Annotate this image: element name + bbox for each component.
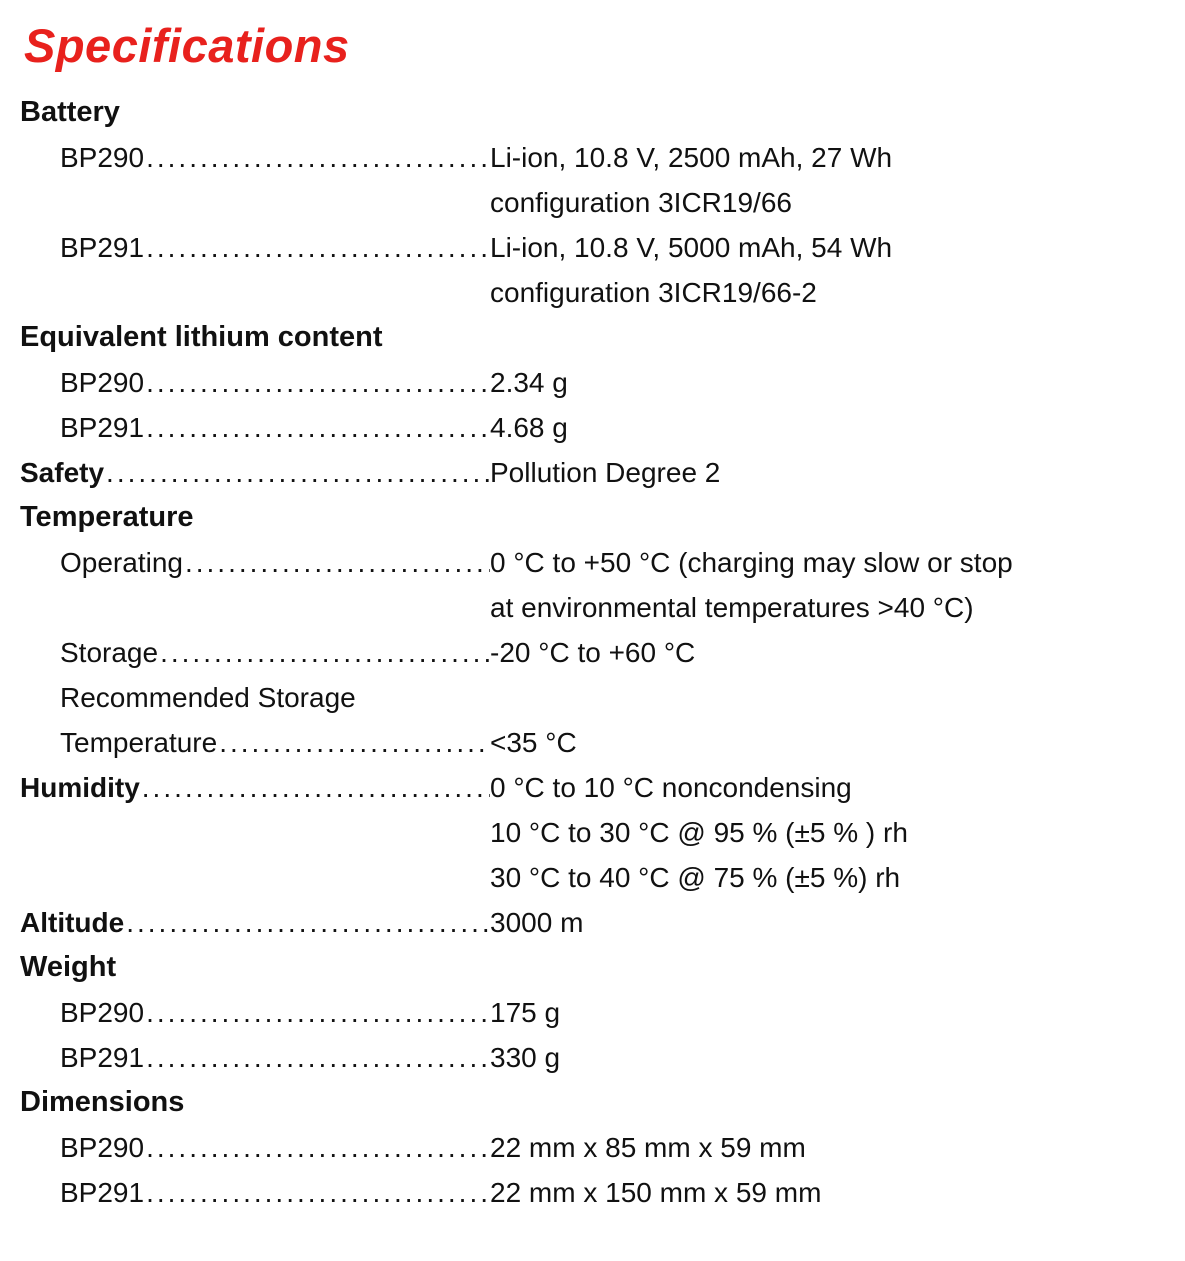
value-line: Li-ion, 10.8 V, 5000 mAh, 54 Wh [490, 231, 893, 263]
spec-label: BP291 [60, 231, 145, 263]
spec-value [490, 540, 1175, 630]
spec-row [20, 540, 1175, 630]
value-line: 10 °C to 30 °C @ 95 % (±5 % ) rh [490, 816, 908, 848]
spec-value [490, 225, 1175, 315]
spec-lead [60, 1170, 490, 1215]
spec-label: BP290 [60, 141, 145, 173]
spec-label: BP291 [60, 411, 145, 443]
spec-row [20, 450, 1175, 495]
spec-value [490, 630, 1175, 675]
spec-row [20, 225, 1175, 315]
spec-value [490, 1170, 1175, 1215]
value-line: 0 °C to 10 °C noncondensing [490, 771, 852, 803]
spec-label: BP291 [60, 1176, 145, 1208]
dot-leader [217, 720, 490, 765]
spec-row [20, 1125, 1175, 1170]
spec-value [490, 765, 1175, 900]
dot-leader [124, 900, 490, 945]
value-line: 330 g [490, 1041, 561, 1073]
spec-label: Altitude [20, 906, 125, 938]
spec-label: BP290 [60, 1131, 145, 1163]
spec-label: Safety [20, 456, 105, 488]
spec-label: BP290 [60, 366, 145, 398]
spec-value [490, 1035, 1175, 1080]
spec-value [490, 135, 1175, 225]
value-line: Pollution Degree 2 [490, 456, 721, 488]
value-line: 2.34 g [490, 366, 568, 398]
spec-lead [60, 1035, 490, 1080]
section-heading: Weight [20, 950, 117, 983]
section-heading: Dimensions [20, 1085, 185, 1118]
spec-row [20, 720, 1175, 765]
section-heading: Equivalent lithium content [20, 320, 383, 353]
spec-lead [60, 630, 490, 675]
dot-leader [144, 360, 490, 405]
spec-lead [20, 900, 490, 945]
spec-value [490, 720, 1175, 765]
dot-leader [144, 405, 490, 450]
value-line: at environmental temperatures >40 °C) [490, 591, 974, 623]
dot-leader [144, 135, 490, 180]
dot-leader [158, 630, 490, 675]
spec-value [490, 450, 1175, 495]
spec-lead [60, 225, 490, 270]
spec-row [20, 1035, 1175, 1080]
spec-row [20, 900, 1175, 945]
dot-leader [104, 450, 490, 495]
spec-label: BP290 [60, 996, 145, 1028]
dot-leader [144, 990, 490, 1035]
spec-value [490, 990, 1175, 1035]
value-line: 30 °C to 40 °C @ 75 % (±5 %) rh [490, 861, 901, 893]
dot-leader [144, 1125, 490, 1170]
spec-lead [60, 720, 490, 765]
spec-row [20, 1170, 1175, 1215]
spec-lead [60, 405, 490, 450]
spec-label: Operating [60, 546, 183, 578]
spec-label: Humidity [20, 771, 140, 803]
spec-row [20, 630, 1175, 675]
spec-lead [20, 450, 490, 495]
spec-label: BP291 [60, 1041, 145, 1073]
dot-leader [183, 540, 490, 585]
spec-row [20, 990, 1175, 1035]
spec-lead [60, 540, 490, 585]
spec-value [490, 360, 1175, 405]
value-line: Li-ion, 10.8 V, 2500 mAh, 27 Wh [490, 141, 893, 173]
spec-row [20, 765, 1175, 900]
spec-lead [60, 360, 490, 405]
spec-value [490, 405, 1175, 450]
value-line: 0 °C to +50 °C (charging may slow or stop [490, 546, 1013, 578]
spec-lead [60, 990, 490, 1035]
spec-row [20, 360, 1175, 405]
value-line: configuration 3ICR19/66-2 [490, 276, 817, 308]
section-heading: Battery [20, 95, 120, 128]
value-line: 4.68 g [490, 411, 568, 443]
spec-value [490, 900, 1175, 945]
spec-label: Temperature [60, 726, 218, 758]
spec-lead [60, 135, 490, 180]
value-line: 22 mm x 85 mm x 59 mm [490, 1131, 806, 1163]
spec-value [490, 1125, 1175, 1170]
spec-lead [60, 1125, 490, 1170]
value-line: <35 °C [490, 726, 577, 758]
dot-leader [144, 1170, 490, 1215]
page-title: Specifications [24, 19, 350, 72]
value-line: 3000 m [490, 906, 584, 938]
plain-label-line: Recommended Storage [60, 681, 356, 713]
dot-leader [140, 765, 490, 810]
value-line: 22 mm x 150 mm x 59 mm [490, 1176, 822, 1208]
dot-leader [144, 225, 490, 270]
spec-row [20, 135, 1175, 225]
spec-row [20, 405, 1175, 450]
spec-label: Storage [60, 636, 159, 668]
section-heading: Temperature [20, 500, 194, 533]
value-line: configuration 3ICR19/66 [490, 186, 792, 218]
value-line: -20 °C to +60 °C [490, 636, 696, 668]
dot-leader [144, 1035, 490, 1080]
value-line: 175 g [490, 996, 561, 1028]
spec-lead [20, 765, 490, 810]
spec-list [20, 90, 1175, 1215]
